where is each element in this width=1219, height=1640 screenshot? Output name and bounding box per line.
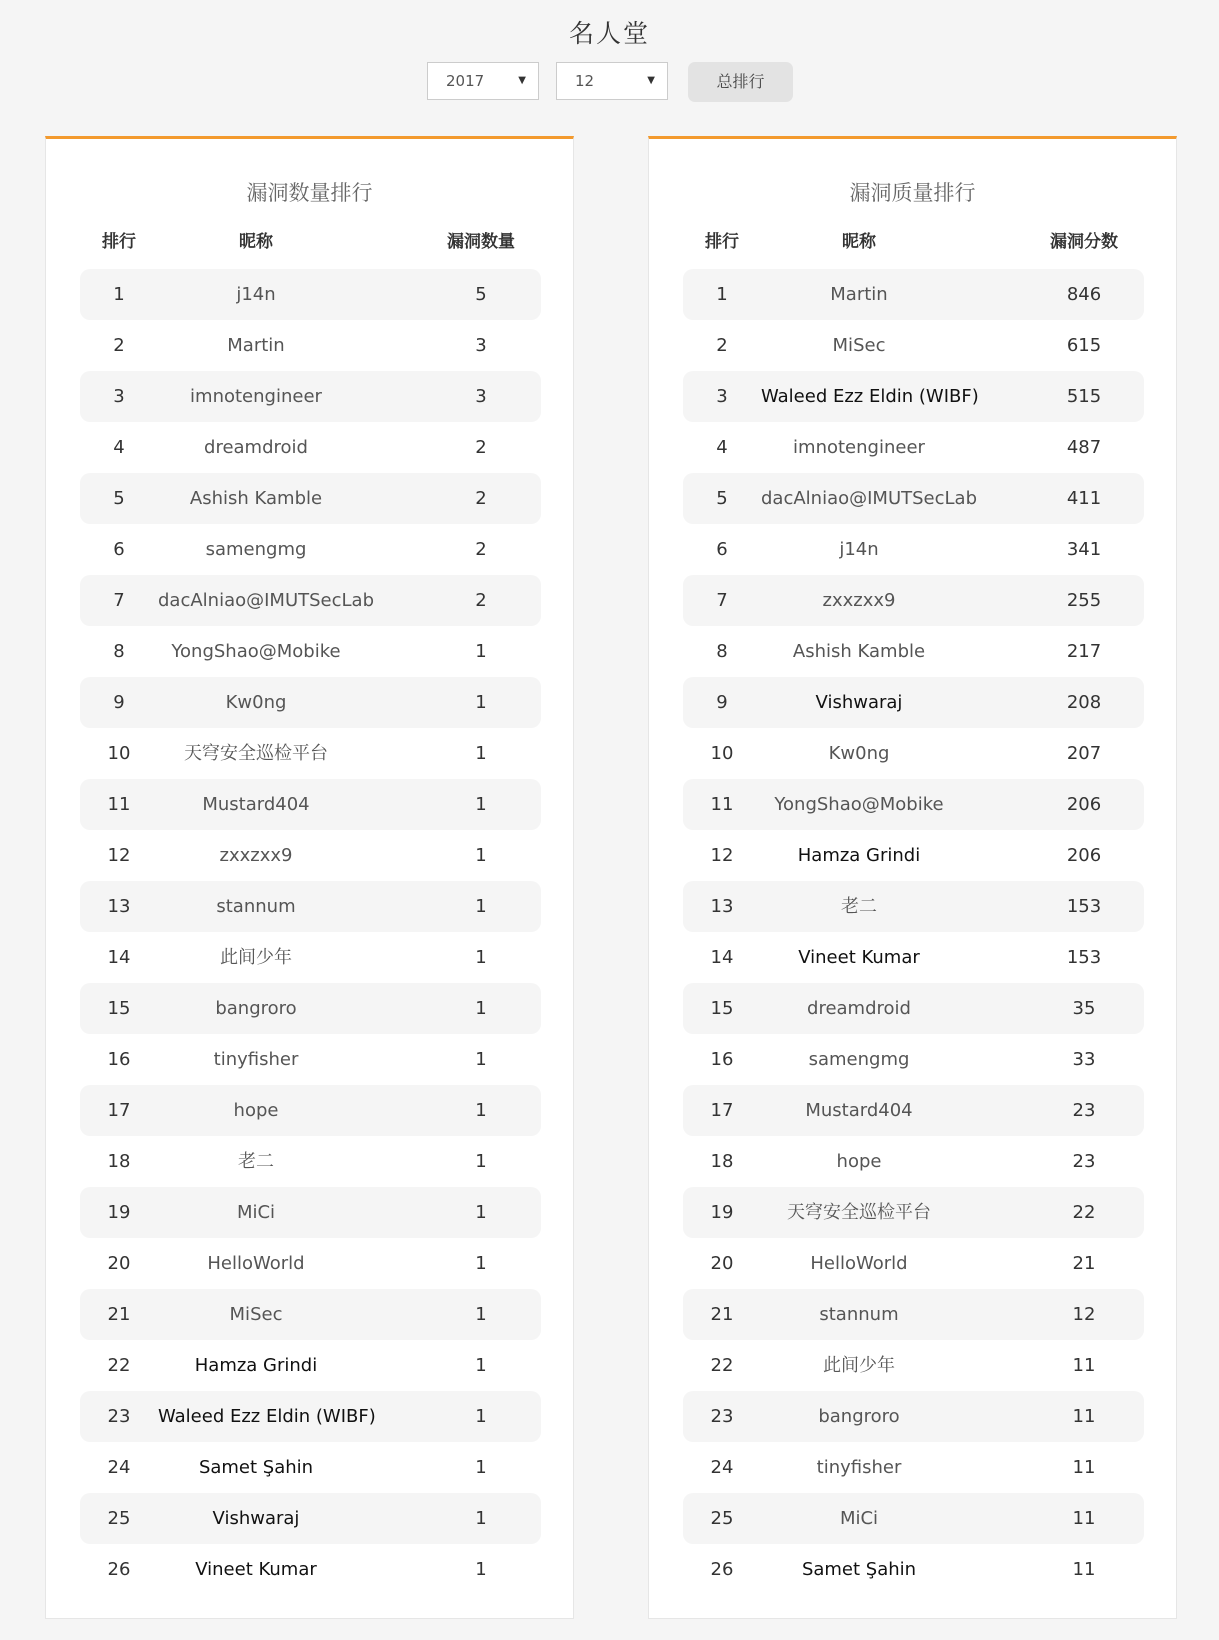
value-cell: 11 — [1072, 1508, 1096, 1529]
value-cell: 1 — [475, 896, 487, 917]
table-row — [80, 677, 541, 728]
value-cell: 1 — [475, 845, 487, 866]
table-row — [683, 932, 1144, 983]
table-body — [683, 269, 1144, 1595]
name-cell: dreamdroid — [204, 437, 308, 458]
name-cell: Waleed Ezz Eldin (WIBF) — [158, 1406, 376, 1427]
rank-cell: 10 — [710, 743, 734, 764]
value-cell: 208 — [1066, 692, 1102, 713]
rank-cell: 4 — [113, 437, 125, 458]
value-cell: 341 — [1066, 539, 1102, 560]
table-row — [80, 269, 541, 320]
rank-cell: 3 — [113, 386, 125, 407]
table-row — [80, 881, 541, 932]
name-cell: samengmg — [808, 1049, 910, 1070]
value-cell: 3 — [475, 386, 487, 407]
table-row — [683, 371, 1144, 422]
name-cell: Mustard404 — [202, 794, 310, 815]
name-cell: Vishwaraj — [815, 692, 903, 713]
table-row — [80, 1238, 541, 1289]
rank-cell: 2 — [113, 335, 125, 356]
rank-cell: 14 — [107, 947, 131, 968]
rank-cell: 7 — [113, 590, 125, 611]
table-row — [683, 677, 1144, 728]
rank-cell: 10 — [107, 743, 131, 764]
value-cell: 206 — [1066, 845, 1102, 866]
name-cell: MiCi — [236, 1202, 276, 1223]
name-cell: HelloWorld — [810, 1253, 908, 1274]
name-cell: Vineet Kumar — [798, 947, 920, 968]
name-cell: 老二 — [238, 1151, 274, 1172]
name-cell: Vineet Kumar — [195, 1559, 317, 1580]
value-cell: 11 — [1072, 1559, 1096, 1580]
chevron-down-icon: ▼ — [518, 75, 526, 86]
value-cell: 2 — [475, 488, 487, 509]
month-select[interactable] — [556, 62, 668, 100]
name-cell: imnotengineer — [793, 437, 925, 458]
value-cell: 217 — [1066, 641, 1102, 662]
table-row — [683, 1391, 1144, 1442]
rank-cell: 20 — [107, 1253, 131, 1274]
rank-cell: 24 — [710, 1457, 734, 1478]
rank-cell: 12 — [107, 845, 131, 866]
name-cell: MiCi — [839, 1508, 879, 1529]
value-cell: 2 — [475, 437, 487, 458]
name-cell: 天穹安全巡检平台 — [787, 1202, 931, 1223]
rank-cell: 7 — [716, 590, 728, 611]
value-cell: 846 — [1066, 284, 1102, 305]
table-row — [683, 1187, 1144, 1238]
value-cell: 1 — [475, 1253, 487, 1274]
value-cell: 411 — [1066, 488, 1102, 509]
value-cell: 35 — [1072, 998, 1096, 1019]
value-cell: 1 — [475, 1559, 487, 1580]
rank-cell: 25 — [710, 1508, 734, 1529]
rank-cell: 9 — [113, 692, 125, 713]
table-row — [683, 320, 1144, 371]
rank-cell: 19 — [710, 1202, 734, 1223]
name-cell: Mustard404 — [805, 1100, 913, 1121]
value-cell: 1 — [475, 1100, 487, 1121]
rank-cell: 24 — [107, 1457, 131, 1478]
year-select-value: 2017 — [446, 72, 485, 90]
name-cell: stannum — [216, 896, 296, 917]
value-cell: 153 — [1066, 896, 1102, 917]
name-cell: Samet Şahin — [198, 1457, 314, 1478]
rank-cell: 8 — [716, 641, 728, 662]
name-cell: Vishwaraj — [212, 1508, 300, 1529]
table-header — [80, 227, 541, 261]
table-row — [683, 1238, 1144, 1289]
rank-cell: 4 — [716, 437, 728, 458]
table-row — [683, 983, 1144, 1034]
rank-cell: 25 — [107, 1508, 131, 1529]
month-select-value: 12 — [575, 72, 595, 90]
table-row — [80, 626, 541, 677]
name-cell: Martin — [830, 284, 888, 305]
value-cell: 1 — [475, 1355, 487, 1376]
table-row — [683, 575, 1144, 626]
name-cell: Kw0ng — [828, 743, 890, 764]
table-row — [80, 932, 541, 983]
name-cell: hope — [836, 1151, 882, 1172]
rank-cell: 8 — [113, 641, 125, 662]
name-cell: zxxzxx9 — [822, 590, 896, 611]
value-cell: 2 — [475, 590, 487, 611]
table-row — [80, 728, 541, 779]
value-cell: 1 — [475, 1457, 487, 1478]
rank-cell: 6 — [113, 539, 125, 560]
value-cell: 1 — [475, 743, 487, 764]
value-cell: 206 — [1066, 794, 1102, 815]
table-row — [683, 1085, 1144, 1136]
rank-cell: 20 — [710, 1253, 734, 1274]
value-cell: 1 — [475, 1304, 487, 1325]
name-cell: 此间少年 — [823, 1355, 895, 1376]
table-row — [80, 1442, 541, 1493]
table-row — [80, 524, 541, 575]
rank-cell: 23 — [107, 1406, 131, 1427]
value-cell: 487 — [1066, 437, 1102, 458]
name-cell: zxxzxx9 — [219, 845, 293, 866]
chevron-down-icon: ▼ — [647, 75, 655, 86]
value-cell: 1 — [475, 947, 487, 968]
filter-bar — [0, 62, 1219, 102]
name-cell: YongShao@Mobike — [171, 641, 341, 662]
table-row — [80, 371, 541, 422]
value-cell: 5 — [475, 284, 487, 305]
value-cell: 11 — [1072, 1406, 1096, 1427]
name-cell: dacAlniao@IMUTSecLab — [761, 488, 978, 509]
table-row — [683, 626, 1144, 677]
rank-cell: 19 — [107, 1202, 131, 1223]
name-cell: samengmg — [205, 539, 307, 560]
table-row — [80, 473, 541, 524]
name-cell: stannum — [819, 1304, 899, 1325]
vuln-quality-ranking-panel — [648, 136, 1177, 1619]
table-row — [683, 1442, 1144, 1493]
table-row — [683, 1289, 1144, 1340]
name-cell: Martin — [227, 335, 285, 356]
rank-cell: 2 — [716, 335, 728, 356]
name-cell: 此间少年 — [220, 947, 292, 968]
table-row — [683, 269, 1144, 320]
value-cell: 1 — [475, 1508, 487, 1529]
value-cell: 1 — [475, 998, 487, 1019]
name-cell: HelloWorld — [207, 1253, 305, 1274]
table-row — [683, 1493, 1144, 1544]
header-value: 漏洞数量 — [447, 232, 515, 252]
header-name: 昵称 — [239, 232, 273, 252]
name-cell: Samet Şahin — [801, 1559, 917, 1580]
name-cell: tinyfisher — [213, 1049, 299, 1070]
rank-cell: 22 — [107, 1355, 131, 1376]
name-cell: bangroro — [818, 1406, 900, 1427]
value-cell: 21 — [1072, 1253, 1096, 1274]
rank-cell: 11 — [107, 794, 131, 815]
name-cell: bangroro — [215, 998, 297, 1019]
table-row — [80, 1289, 541, 1340]
panel-title: 漏洞质量排行 — [849, 181, 976, 205]
vuln-count-ranking-panel — [45, 136, 574, 1619]
year-select[interactable] — [427, 62, 539, 100]
table-row — [80, 422, 541, 473]
value-cell: 1 — [475, 1406, 487, 1427]
rank-cell: 5 — [113, 488, 125, 509]
table-row — [683, 422, 1144, 473]
table-row — [80, 575, 541, 626]
table-header — [683, 227, 1144, 261]
table-row — [80, 1340, 541, 1391]
table-row — [683, 1340, 1144, 1391]
value-cell: 1 — [475, 692, 487, 713]
name-cell: 老二 — [841, 896, 877, 917]
rank-cell: 17 — [710, 1100, 734, 1121]
table-row — [683, 1034, 1144, 1085]
rank-cell: 9 — [716, 692, 728, 713]
header-value: 漏洞分数 — [1050, 232, 1118, 252]
name-cell: tinyfisher — [816, 1457, 902, 1478]
table-row — [80, 1493, 541, 1544]
rank-cell: 13 — [710, 896, 734, 917]
rank-cell: 15 — [107, 998, 131, 1019]
rank-cell: 21 — [107, 1304, 131, 1325]
value-cell: 1 — [475, 641, 487, 662]
table-row — [683, 524, 1144, 575]
name-cell: dreamdroid — [807, 998, 911, 1019]
rank-cell: 22 — [710, 1355, 734, 1376]
name-cell: dacAlniao@IMUTSecLab — [158, 590, 375, 611]
total-ranking-button[interactable]: 总排行 — [688, 62, 793, 102]
name-cell: Hamza Grindi — [194, 1355, 318, 1376]
name-cell: MiSec — [832, 335, 886, 356]
header-rank: 排行 — [705, 232, 739, 252]
rank-cell: 1 — [113, 284, 125, 305]
rank-cell: 17 — [107, 1100, 131, 1121]
table-row — [80, 1187, 541, 1238]
value-cell: 615 — [1066, 335, 1102, 356]
rank-cell: 1 — [716, 284, 728, 305]
value-cell: 22 — [1072, 1202, 1096, 1223]
table-row — [683, 779, 1144, 830]
rank-cell: 5 — [716, 488, 728, 509]
rank-cell: 18 — [710, 1151, 734, 1172]
name-cell: imnotengineer — [190, 386, 322, 407]
value-cell: 1 — [475, 1202, 487, 1223]
name-cell: 天穹安全巡检平台 — [184, 743, 328, 764]
rank-cell: 3 — [716, 386, 728, 407]
table-row — [80, 1544, 541, 1595]
name-cell: YongShao@Mobike — [774, 794, 944, 815]
table-row — [80, 1136, 541, 1187]
value-cell: 3 — [475, 335, 487, 356]
name-cell: hope — [233, 1100, 279, 1121]
header-name: 昵称 — [842, 232, 876, 252]
name-cell: Ashish Kamble — [189, 488, 323, 509]
value-cell: 2 — [475, 539, 487, 560]
table-row — [80, 830, 541, 881]
table-row — [683, 1136, 1144, 1187]
name-cell: Ashish Kamble — [792, 641, 926, 662]
value-cell: 515 — [1066, 386, 1102, 407]
table-row — [80, 983, 541, 1034]
rank-cell: 23 — [710, 1406, 734, 1427]
rank-cell: 12 — [710, 845, 734, 866]
table-row — [80, 1034, 541, 1085]
value-cell: 1 — [475, 1151, 487, 1172]
value-cell: 11 — [1072, 1355, 1096, 1376]
table-row — [80, 1085, 541, 1136]
page-title: 名人堂 — [568, 19, 650, 48]
value-cell: 255 — [1066, 590, 1102, 611]
value-cell: 1 — [475, 1049, 487, 1070]
panel-title: 漏洞数量排行 — [246, 181, 373, 205]
value-cell: 207 — [1066, 743, 1102, 764]
table-row — [80, 779, 541, 830]
value-cell: 1 — [475, 794, 487, 815]
table-row — [683, 830, 1144, 881]
rank-cell: 6 — [716, 539, 728, 560]
table-row — [80, 1391, 541, 1442]
value-cell: 12 — [1072, 1304, 1096, 1325]
rank-cell: 13 — [107, 896, 131, 917]
table-row — [80, 320, 541, 371]
header-rank: 排行 — [102, 232, 136, 252]
name-cell: Kw0ng — [225, 692, 287, 713]
rank-cell: 14 — [710, 947, 734, 968]
rank-cell: 16 — [710, 1049, 734, 1070]
table-row — [683, 1544, 1144, 1595]
value-cell: 23 — [1072, 1100, 1096, 1121]
table-row — [683, 881, 1144, 932]
value-cell: 153 — [1066, 947, 1102, 968]
table-row — [683, 728, 1144, 779]
name-cell: Waleed Ezz Eldin (WIBF) — [761, 386, 979, 407]
rank-cell: 18 — [107, 1151, 131, 1172]
rank-cell: 11 — [710, 794, 734, 815]
value-cell: 33 — [1072, 1049, 1096, 1070]
rank-cell: 16 — [107, 1049, 131, 1070]
name-cell: j14n — [236, 284, 276, 305]
name-cell: MiSec — [229, 1304, 283, 1325]
table-row — [683, 473, 1144, 524]
name-cell: j14n — [839, 539, 879, 560]
rank-cell: 26 — [107, 1559, 131, 1580]
value-cell: 23 — [1072, 1151, 1096, 1172]
rank-cell: 15 — [710, 998, 734, 1019]
rank-cell: 26 — [710, 1559, 734, 1580]
rank-cell: 21 — [710, 1304, 734, 1325]
table-body — [80, 269, 541, 1595]
name-cell: Hamza Grindi — [797, 845, 921, 866]
value-cell: 11 — [1072, 1457, 1096, 1478]
